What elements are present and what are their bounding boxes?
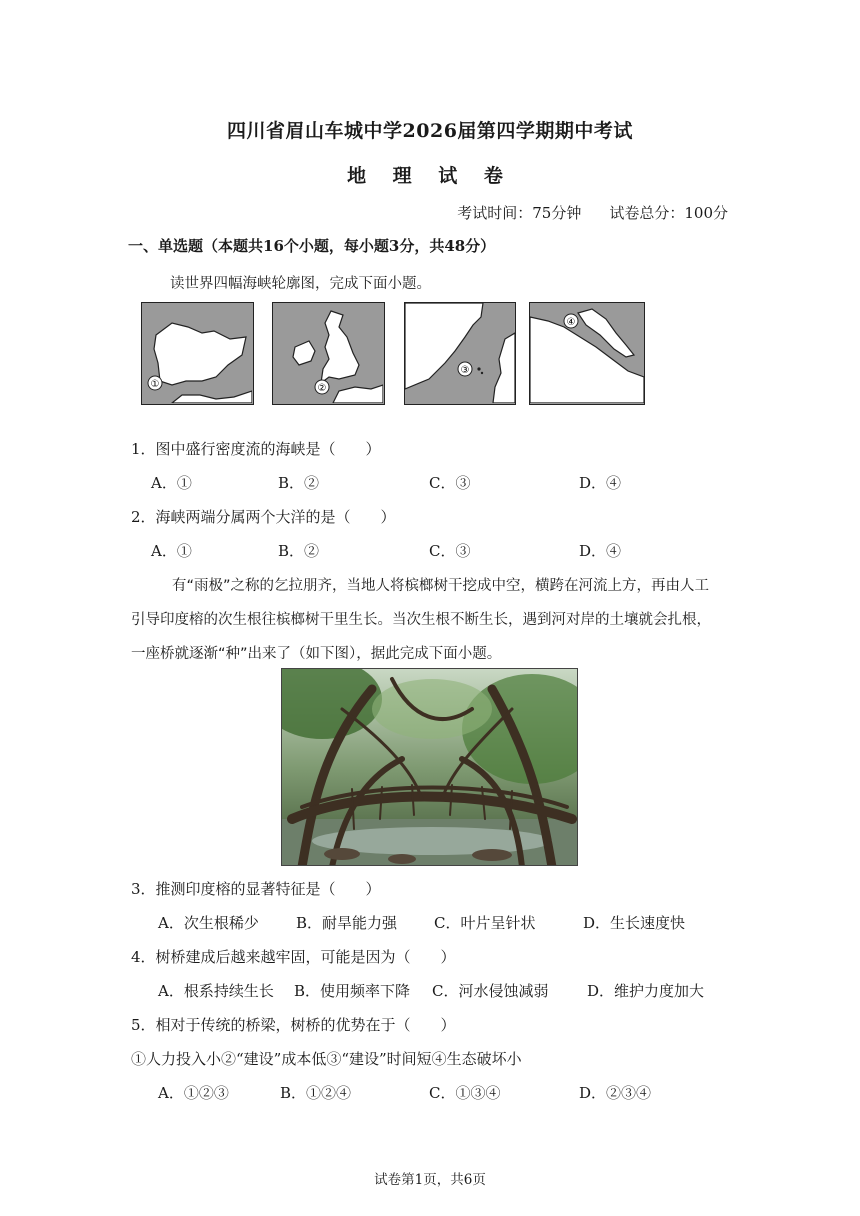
exam-subject: 地 理 试 卷 bbox=[347, 165, 513, 187]
question-2-option-c[interactable]: C．③ bbox=[429, 542, 471, 560]
passage-line-1: 有“雨极”之称的乞拉朋齐，当地人将槟榔树干挖成中空，横跨在河流上方，再由人工 bbox=[172, 578, 710, 594]
strait-map-1 bbox=[141, 302, 254, 405]
map-label-2: ② bbox=[317, 383, 327, 394]
question-5-statements: ①人力投入小②“建设”成本低③“建设”时间短④生态破坏小 bbox=[131, 1050, 522, 1068]
question-1-stem: 1．图中盛行密度流的海峡是（ ） bbox=[131, 440, 381, 458]
map-intro: 读世界四幅海峡轮廓图，完成下面小题。 bbox=[170, 276, 431, 292]
exam-time: 考试时间：75分钟 bbox=[457, 204, 582, 222]
question-2-stem: 2．海峡两端分属两个大洋的是（ ） bbox=[131, 508, 396, 526]
strait-map-2 bbox=[272, 302, 385, 405]
page-footer: 试卷第1页，共6页 bbox=[374, 1172, 486, 1188]
question-4-option-c[interactable]: C．河水侵蚀减弱 bbox=[432, 982, 549, 1000]
question-2-option-d[interactable]: D．④ bbox=[579, 542, 622, 560]
question-5-stem: 5．相对于传统的桥梁，树桥的优势在于（ ） bbox=[131, 1016, 456, 1034]
strait-map-3 bbox=[404, 302, 516, 405]
question-4-option-d[interactable]: D．维护力度加大 bbox=[587, 982, 705, 1000]
question-1-option-c[interactable]: C．③ bbox=[429, 474, 471, 492]
passage-line-3: 一座桥就逐渐“种”出来了（如下图），据此完成下面小题。 bbox=[131, 646, 502, 662]
question-2-option-b[interactable]: B．② bbox=[278, 542, 320, 560]
question-2-option-a[interactable]: A．① bbox=[151, 542, 192, 560]
strait-map-4 bbox=[529, 302, 645, 405]
living-root-bridge-photo bbox=[281, 668, 578, 866]
question-3-option-d[interactable]: D．生长速度快 bbox=[583, 914, 686, 932]
question-1-option-a[interactable]: A．① bbox=[151, 474, 192, 492]
question-1-option-b[interactable]: B．② bbox=[278, 474, 320, 492]
question-4-stem: 4．树桥建成后越来越牢固，可能是因为（ ） bbox=[131, 948, 456, 966]
section-heading: 一、单选题（本题共16个小题，每小题3分，共48分） bbox=[128, 237, 496, 255]
question-4-option-b[interactable]: B．使用频率下降 bbox=[294, 982, 411, 1000]
question-1-option-d[interactable]: D．④ bbox=[579, 474, 622, 492]
question-5-option-b[interactable]: B．①②④ bbox=[280, 1084, 352, 1102]
map-label-4: ④ bbox=[566, 317, 576, 328]
question-3-option-a[interactable]: A．次生根稀少 bbox=[158, 914, 259, 932]
question-3-option-c[interactable]: C．叶片呈针状 bbox=[434, 914, 536, 932]
exam-score: 试卷总分：100分 bbox=[609, 204, 728, 222]
question-5-option-a[interactable]: A．①②③ bbox=[158, 1084, 229, 1102]
question-5-option-d[interactable]: D．②③④ bbox=[579, 1084, 652, 1102]
passage-line-2: 引导印度榕的次生根往槟榔树干里生长。当次生根不断生长，遇到河对岸的土壤就会扎根， bbox=[131, 612, 711, 628]
map-label-3: ③ bbox=[460, 365, 470, 376]
map-label-1: ① bbox=[150, 379, 160, 390]
question-3-stem: 3．推测印度榕的显著特征是（ ） bbox=[131, 880, 381, 898]
question-4-option-a[interactable]: A．根系持续生长 bbox=[158, 982, 274, 1000]
question-5-option-c[interactable]: C．①③④ bbox=[429, 1084, 501, 1102]
question-3-option-b[interactable]: B．耐旱能力强 bbox=[296, 914, 398, 932]
exam-title: 四川省眉山车城中学2026届第四学期期中考试 bbox=[227, 120, 633, 142]
exam-info bbox=[457, 202, 728, 223]
